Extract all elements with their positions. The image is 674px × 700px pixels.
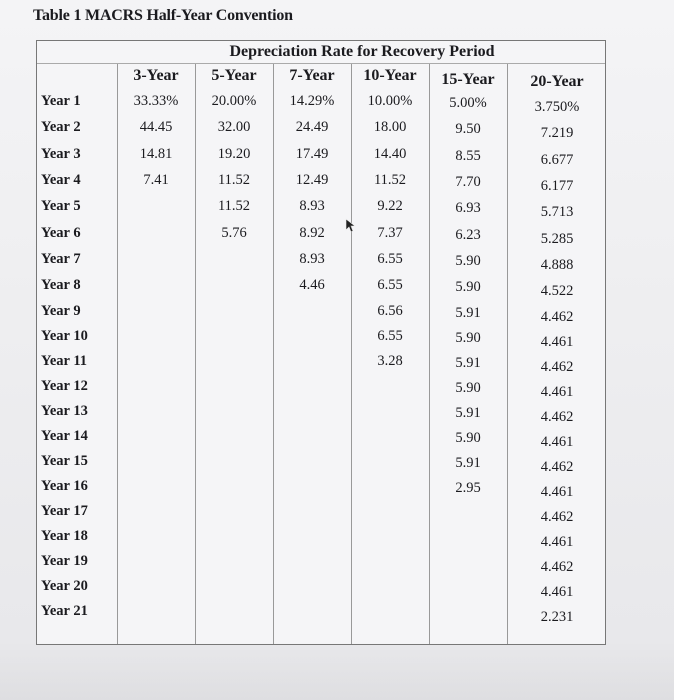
table-cell: 2.95 (455, 480, 481, 497)
table-cell: 4.462 (540, 459, 574, 476)
table-cell: 9.50 (455, 121, 481, 138)
table-cell: 17.49 (295, 145, 329, 162)
column-header: 15-Year (441, 71, 495, 88)
table-cell: 10.00% (367, 93, 413, 109)
table-cell: 7.37 (377, 224, 403, 241)
table-cell: 9.22 (377, 198, 403, 215)
column-header: 20-Year (530, 73, 584, 90)
table-cell: 19.20 (217, 145, 251, 162)
row-label: Year 20 (41, 578, 88, 595)
table-cell: 8.55 (455, 147, 481, 164)
row-label: Year 10 (41, 328, 88, 345)
row-label: Year 16 (41, 478, 88, 495)
table-cell: 5.91 (455, 355, 481, 372)
table-cell: 4.888 (540, 256, 574, 273)
table-cell: 4.462 (540, 559, 574, 576)
table-cell: 11.52 (373, 171, 407, 188)
table-cell: 14.29% (289, 93, 335, 109)
table-cell: 12.49 (295, 171, 329, 188)
row-label: Year 1 (41, 93, 81, 109)
column-header: 5-Year (211, 67, 257, 84)
table-cell: 6.677 (540, 151, 574, 168)
row-label: Year 12 (41, 378, 88, 395)
table-cell: 33.33% (133, 93, 179, 109)
table-cell: 7.70 (455, 173, 481, 190)
table-cell: 6.55 (377, 250, 403, 267)
row-label: Year 15 (41, 453, 88, 470)
table-cell: 8.93 (299, 198, 325, 215)
table-cell: 4.462 (540, 359, 574, 376)
table-cell: 8.92 (299, 224, 325, 241)
row-label: Year 9 (41, 303, 81, 320)
table-cell: 5.713 (540, 204, 574, 221)
row-label: Year 2 (41, 119, 81, 136)
table-cell: 4.522 (540, 283, 574, 300)
table-cell: 6.177 (540, 177, 574, 194)
table-cell: 14.40 (373, 145, 407, 162)
table-cell: 3.750% (534, 99, 580, 115)
table-cell: 4.46 (299, 277, 325, 294)
table-cell: 5.90 (455, 430, 481, 447)
table-cell: 5.91 (455, 405, 481, 422)
table-cell: 5.90 (455, 380, 481, 397)
macrs-table (36, 40, 606, 645)
table-cell: 5.91 (455, 305, 481, 322)
table-cell: 6.93 (455, 200, 481, 217)
table-cell: 20.00% (211, 93, 257, 109)
table-cell: 18.00 (373, 119, 407, 136)
table-cell: 6.55 (377, 277, 403, 294)
mouse-pointer-icon (346, 219, 358, 233)
row-label: Year 7 (41, 250, 81, 267)
row-label: Year 19 (41, 553, 88, 570)
table-cell: 4.462 (540, 309, 574, 326)
table-cell: 2.231 (540, 609, 574, 626)
table-cell: 7.41 (143, 171, 169, 188)
header-rule (37, 63, 605, 64)
table-cell: 5.90 (455, 330, 481, 347)
table-cell: 4.461 (540, 384, 574, 401)
table-cell: 5.90 (455, 252, 481, 269)
table-cell: 5.285 (540, 230, 574, 247)
row-label: Year 17 (41, 503, 88, 520)
table-cell: 11.52 (217, 198, 251, 215)
photo-shading (0, 640, 674, 700)
row-label: Year 3 (41, 145, 81, 162)
row-label: Year 14 (41, 428, 88, 445)
table-caption: Table 1 MACRS Half-Year Convention (33, 7, 293, 24)
table-cell: 5.91 (455, 455, 481, 472)
table-cell: 6.55 (377, 328, 403, 345)
table-cell: 4.462 (540, 509, 574, 526)
table-cell: 4.461 (540, 484, 574, 501)
row-label: Year 21 (41, 603, 88, 620)
column-header: 10-Year (363, 67, 417, 84)
table-cell: 11.52 (217, 171, 251, 188)
table-cell: 3.28 (377, 353, 403, 370)
table-cell: 5.00% (449, 95, 487, 111)
table-cell: 4.462 (540, 409, 574, 426)
table-cell: 4.461 (540, 434, 574, 451)
row-label: Year 11 (41, 353, 88, 370)
table-cell: 7.219 (540, 125, 574, 142)
table-heading: Depreciation Rate for Recovery Period (229, 43, 495, 60)
table-cell: 4.461 (540, 334, 574, 351)
row-label: Year 13 (41, 403, 88, 420)
column-header: 3-Year (133, 67, 179, 84)
table-cell: 6.56 (377, 303, 403, 320)
table-cell: 5.76 (221, 224, 247, 241)
row-label: Year 5 (41, 198, 81, 215)
table-cell: 4.461 (540, 534, 574, 551)
table-cell: 5.90 (455, 279, 481, 296)
table-grid (37, 41, 605, 644)
row-label: Year 6 (41, 224, 81, 241)
table-cell: 24.49 (295, 119, 329, 136)
table-cell: 4.461 (540, 584, 574, 601)
table-cell: 32.00 (217, 119, 251, 136)
column-header: 7-Year (289, 67, 335, 84)
row-label: Year 18 (41, 528, 88, 545)
table-cell: 14.81 (139, 145, 173, 162)
table-cell: 8.93 (299, 250, 325, 267)
table-cell: 6.23 (455, 226, 481, 243)
table-cell: 44.45 (139, 119, 173, 136)
row-label: Year 8 (41, 277, 81, 294)
row-label: Year 4 (41, 171, 81, 188)
